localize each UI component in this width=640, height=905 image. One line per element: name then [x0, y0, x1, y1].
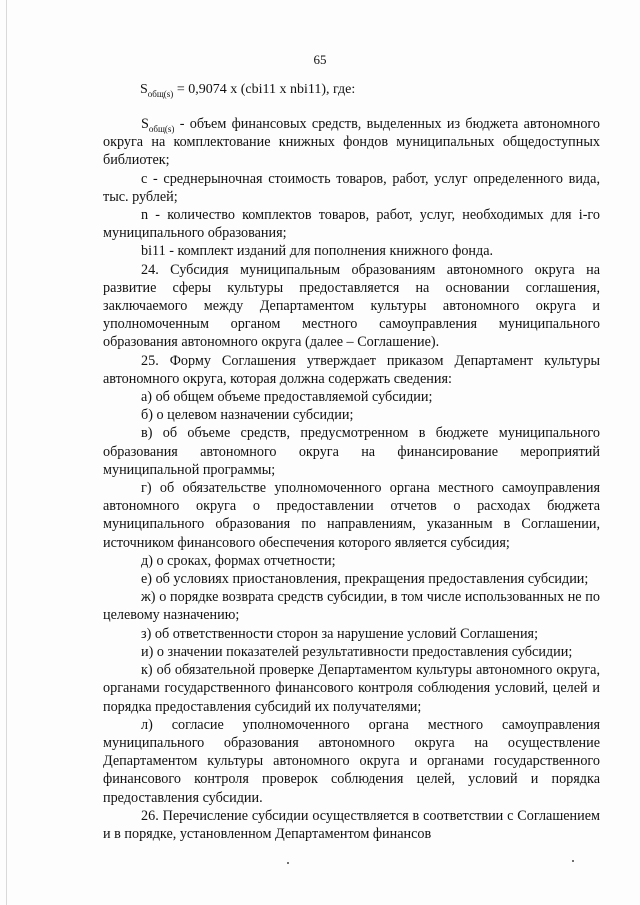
s-definition-text: - объем финансовых средств, выделенных из бюджета автономного округа на комплектование книжных фондов муниципальных общедоступных библиотек; — [103, 116, 600, 169]
paragraph-s-definition — [103, 115, 600, 170]
document-body — [103, 115, 600, 843]
paragraph-item-24: 24. Субсидия муниципальным образованиям автономного округа на развитие сферы культуры предоставляется на основании соглашения, заключаемого между Департаментом культуры автономного округа и уполномоченным органом местного самоуправления муниципального образования автономного округа (далее – Соглашение). — [103, 261, 600, 351]
paragraph-n-definition: n - количество комплектов товаров, работ, услуг, необходимых для i-го муниципального образования; — [103, 207, 600, 242]
paragraph-sub-a: а) об общем объеме предоставляемой субсидии; — [141, 389, 433, 406]
scan-edge-line — [6, 0, 7, 905]
scan-speck — [572, 860, 574, 862]
paragraph-item-26: 26. Перечисление субсидии осуществляется в соответствии с Соглашением и в порядке, установленном Департаментом финансов — [103, 807, 600, 842]
page-number: 65 — [313, 52, 327, 67]
formula-line — [140, 82, 355, 99]
paragraph-sub-k: к) об обязательной проверке Департаментом культуры автономного округа, органами государственного финансового контроля соблюдения условий, целей и порядка предоставления субсидий их получателями; — [103, 662, 600, 715]
formula-expression: = 0,9074 х (cbi11 х nbi11), где: — [173, 82, 356, 97]
paragraph-sub-i: и) о значении показателей результативности предоставления субсидии; — [141, 643, 573, 660]
paragraph-sub-z: з) об ответственности сторон за нарушение условий Соглашения; — [141, 625, 539, 642]
paragraph-sub-e: е) об условиях приостановления, прекращения предоставления субсидии; — [141, 571, 589, 588]
formula-symbol: S — [140, 82, 148, 97]
paragraph-sub-v: в) об объеме средств, предусмотренном в бюджете муниципального образования автономного округа на финансирование мероприятий муниципальной программы; — [103, 425, 600, 478]
paragraph-c-definition: с - среднерыночная стоимость товаров, работ, услуг определенного вида, тыс. рублей; — [103, 170, 600, 205]
paragraph-sub-l: л) согласие уполномоченного органа местного самоуправления муниципального образования автономного округа на осуществление Департаментом культуры автономного округа и органами государственного финансового контроля проверок соблюдения целей, условий и порядка предоставления субсидии. — [103, 716, 600, 806]
scan-speck — [287, 862, 289, 864]
paragraph-sub-g: г) об обязательстве уполномоченного органа местного самоуправления автономного округа о предоставлении отчетов о расходах бюджета муниципального образования по направлениям, указанным в Соглашении, источником финансового обеспечения которого является субсидия; — [103, 480, 600, 551]
paragraph-bi11-definition: bi11 - комплект изданий для пополнения книжного фонда. — [141, 243, 494, 260]
s-subscript: общ(s) — [148, 123, 175, 134]
formula-subscript: общ(s) — [147, 88, 174, 99]
paragraph-sub-b: б) о целевом назначении субсидии; — [141, 407, 354, 424]
s-symbol: S — [141, 116, 149, 132]
paragraph-sub-zh: ж) о порядке возврата средств субсидии, в том числе использованных не по целевому назначению; — [103, 589, 600, 624]
paragraph-item-25: 25. Форму Соглашения утверждает приказом Департамент культуры автономного округа, которая должна содержать сведения: — [103, 352, 600, 387]
paragraph-sub-d: д) о сроках, формах отчетности; — [141, 552, 336, 569]
